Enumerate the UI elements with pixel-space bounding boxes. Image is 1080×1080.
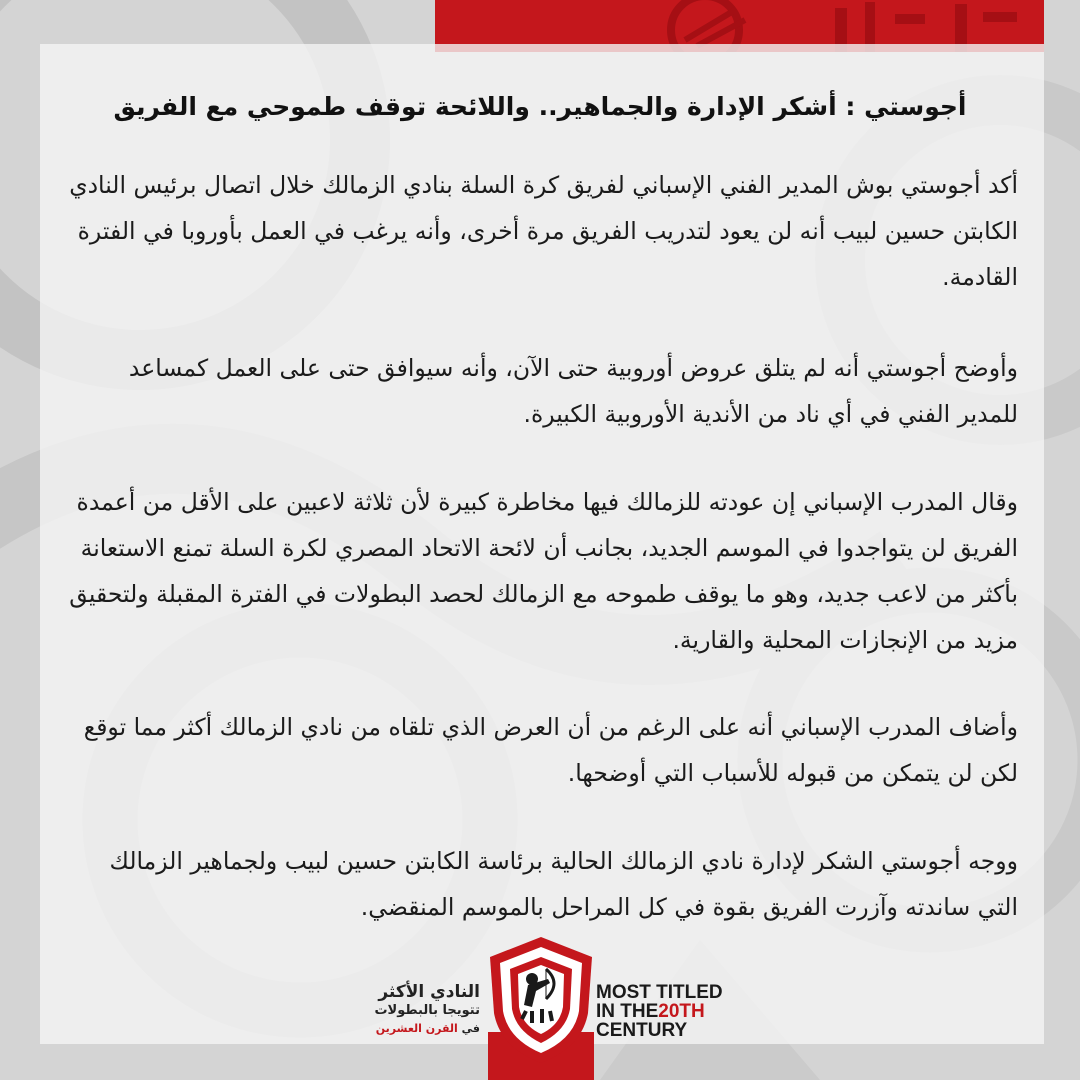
arabic-slogan-line3 xyxy=(360,1022,480,1035)
english-slogan-line1: MOST TITLED xyxy=(596,982,723,1003)
english-slogan-20th: 20TH xyxy=(658,1001,705,1022)
arabic-slogan-century: القرن العشرين xyxy=(375,1022,458,1035)
paragraph-4: وأضاف المدرب الإسباني أنه على الرغم من أن العرض الذي تلقاه من نادي الزمالك أكثر مما توقع لكن لن يتمكن من قبوله للأسباب التي أوضحها. xyxy=(83,713,1018,787)
zamalek-crest-icon xyxy=(488,935,594,1065)
english-slogan xyxy=(596,983,746,1040)
paragraph-1: أكد أجوستي بوش المدير الفني الإسباني لفريق كرة السلة بنادي الزمالك خلال اتصال برئيس النادي الكابتن حسين لبيب أنه لن يعود لتدريب الفريق مرة أخرى، وأنه يرغب في العمل بأوروبا في الفترة القادمة. xyxy=(69,171,1018,291)
paragraph-5: ووجه أجوستي الشكر لإدارة نادي الزمالك الحالية برئاسة الكابتن حسين لبيب ولجماهير الزمالك التي ساندته وآزرت الفريق بقوة في كل المراحل بالموسم المنقضي. xyxy=(109,847,1018,921)
headline: أجوستي : أشكر الإدارة والجماهير.. واللائحة توقف طموحي مع الفريق xyxy=(113,92,967,121)
english-slogan-line3: CENTURY xyxy=(596,1020,688,1041)
english-slogan-in-the: IN THE xyxy=(596,1001,659,1022)
arabic-slogan-line2: تتويجا بالبطولات xyxy=(374,1003,480,1018)
arabic-slogan-prefix: في xyxy=(461,1022,480,1035)
english-slogan-line2 xyxy=(596,1002,746,1021)
paragraph-2: وأوضح أجوستي أنه لم يتلق عروض أوروبية حتى الآن، وأنه سيوافق حتى على العمل كمساعد للمدير الفني في أي ناد من الأندية الأوروبية الكبيرة. xyxy=(128,354,1018,428)
arabic-slogan-line1: النادي الأكثر xyxy=(378,982,480,1002)
paragraph-3: وقال المدرب الإسباني إن عودته للزمالك فيها مخاطرة كبيرة لأن ثلاثة لاعبين على الأقل من أعمدة الفريق لن يتواجدوا في الموسم الجديد، بجانب أن لائحة الاتحاد المصري لكرة السلة تمنع الاستعانة بأكثر من لاعب جديد، وهو ما يوقف طموحه مع الزمالك لحصد البطولات في الفترة المقبلة ولتحقيق مزيد من الإنجازات المحلية والقارية. xyxy=(69,488,1018,654)
